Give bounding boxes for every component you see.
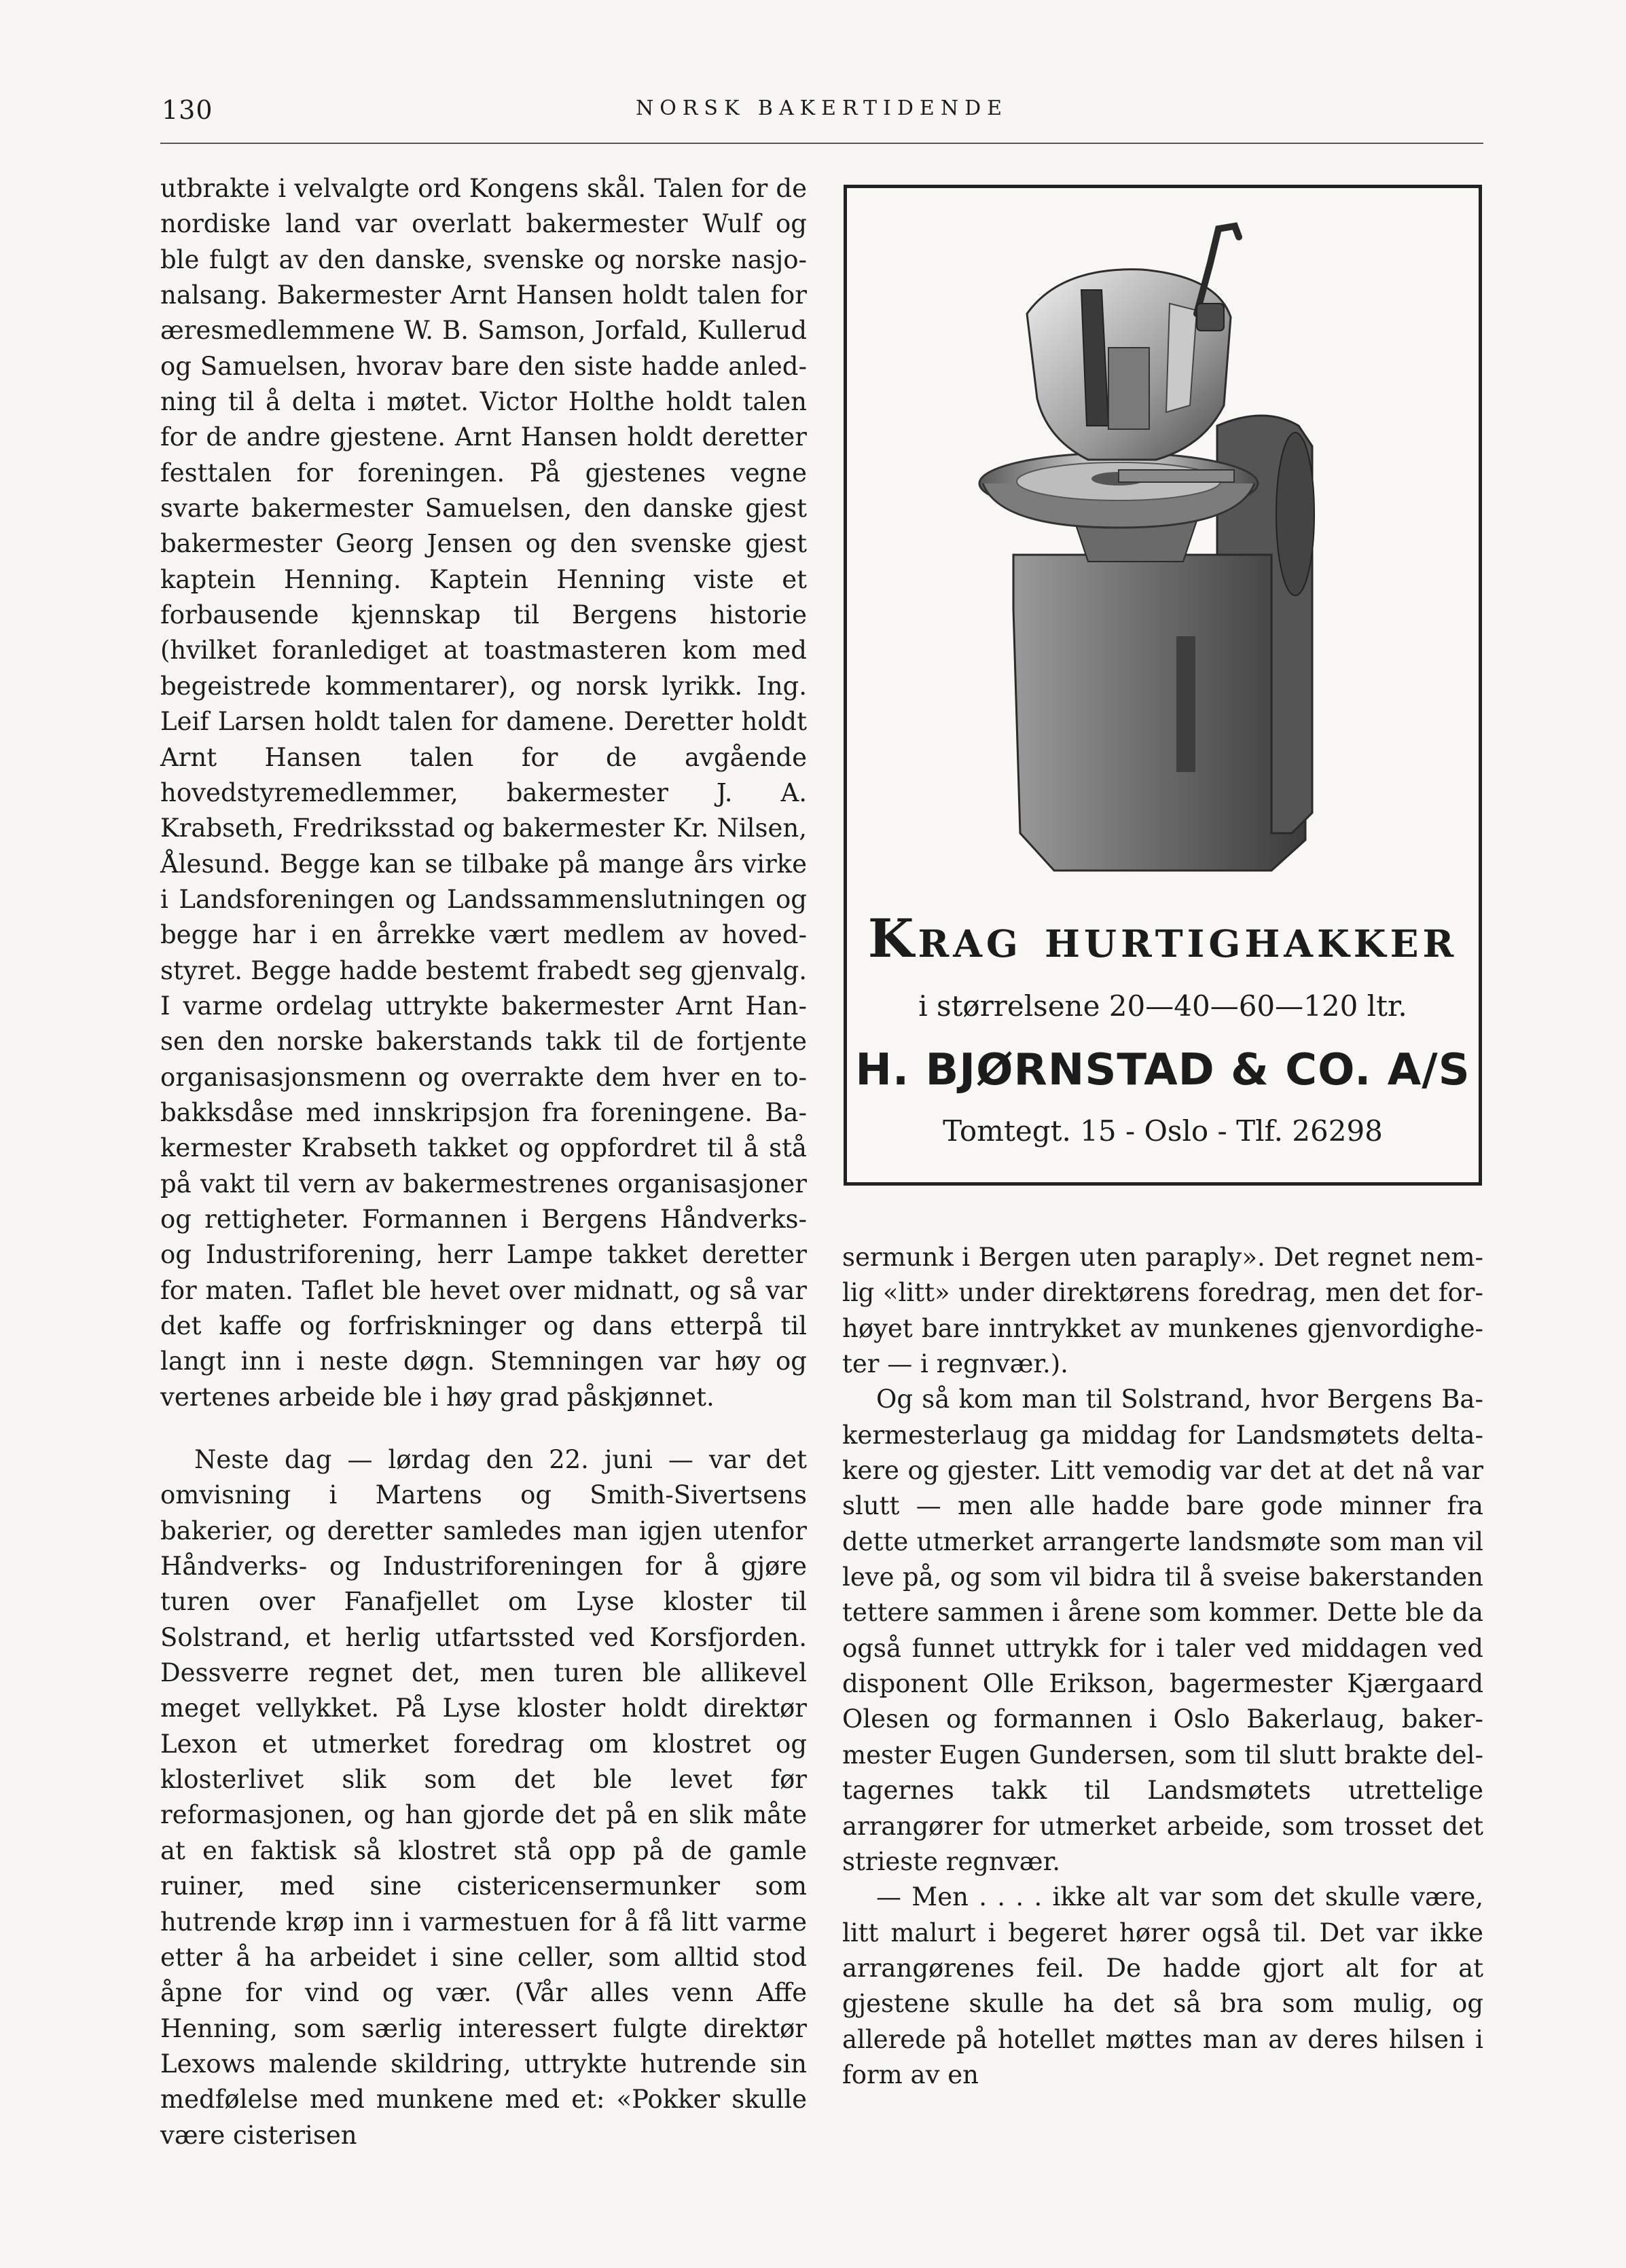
body-paragraph: sermunk i Bergen uten paraply». Det regnet nemlig «litt» under direktørens foredrag, men det forhøyet bare inntrykket av munkenes gjenvordigheter — i regnvær.). [842,1243,1483,1379]
page-number: 130 [162,95,213,125]
company-name: H. BJØRNSTAD & CO. A/S [855,1045,1470,1095]
running-header [160,95,1483,144]
body-paragraph: utbrakte i velvalgte ord Kongens skål. Talen for de nordiske land var overlatt bakermester Wulf og ble fulgt av den danske, svenske og norske nasjonalsang. Bakermester Arnt Hansen holdt talen for æresmedlemmene W. B. Samson, Jorfald, Kullerud og Samuelsen, hvorav bare den siste hadde anledning til å delta i møtet. Victor Holthe holdt talen for de andre gjestene. Arnt Hansen holdt deretter festtalen for foreningen. På gjestenes vegne svarte bakermester Samuelsen, den danske gjest bakermester Georg Jensen og den svenske gjest kaptein Henning. Kaptein Henning viste et forbausende kjennskap til Bergens historie (hvilket foranlediget at toastmasteren kom med begeistrede kommentarer), og norsk lyrikk. Ing. Leif Larsen holdt talen for damene. Deretter holdt Arnt Hansen talen for de avgående hovedstyremedlemmer, bakermester J. A. Krabseth, Fredriksstad og bakermester Kr. Nilsen, Ålesund. Begge kan se tilbake på mange års virke i Landsforeningen og Landssammenslutningen og begge har i en årrekke vært medlem av hovedstyret. Begge hadde bestemt frabedt seg gjenvalg. I varme ordelag uttrykte bakermester Arnt Hansen den norske bakerstands takk til de fortjente organisasjonsmenn og overrakte dem hver en tobakksdåse med innskripsjon fra foreningene. Bakermester Krabseth takket og oppfordret til å stå på vakt til vern av bakermestrenes organisasjoner og rettigheter. Formannen i Bergens Håndverks- og Industriforening, herr Lampe takket deretter for maten. Taflet ble hevet over midnatt, og så var det kaffe og forfriskninger og dans etterpå til langt inn i neste døgn. Stemningen var høy og vertenes arbeide ble i høy grad påskjønnet. [160,174,807,1412]
advertisement [844,185,1482,1186]
product-sizes: i størrelsene 20—40—60—120 ltr. [918,989,1407,1023]
bowl-chopper-illustration [973,202,1373,888]
product-title: Krag hurtighakker [867,908,1458,970]
left-column [160,171,807,2153]
body-paragraph: — Men . . . . ikke alt var som det skulle være, litt malurt i begeret hører også til. Det var ikke arrangørenes feil. De hadde gjort alt for at gjestene skulle ha det så bra som mulig, og allerede på hotellet møttes man av deres hilsen i form av en [842,1882,1483,2089]
running-title: NORSK BAKERTIDENDE [635,96,1009,120]
body-paragraph: Og så kom man til Solstrand, hvor Bergens Bakermesterlaug ga middag for Landsmøtets deltakere og gjester. Litt vemodig var det at det nå var slutt — men alle hadde bare gode minner fra dette utmerket arrangerte landsmøte som man vil leve på, og som vil bidra til å sveise bakerstanden tettere sammen i årene som kommer. Dette ble da også funnet uttrykk for i taler ved middagen ved disponent Olle Erikson, bagermester Kjærgaard Olesen og formannen i Oslo Bakerlaug, bakermester Eugen Gundersen, som til slutt brakte deltagernes takk til Landsmøtets utrettelige arrangører for utmerket arbeide, som trosset det strieste regnvær. [842,1385,1483,1876]
company-address: Tomtegt. 15 - Oslo - Tlf. 26298 [943,1114,1383,1148]
right-column [842,1240,1483,2093]
body-paragraph: Neste dag — lørdag den 22. juni — var det omvisning i Martens og Smith-Sivertsens bakerier, og deretter samledes man igjen utenfor Håndverks- og Industriforeningen for å gjøre turen over Fanafjellet om Lyse kloster til Solstrand, et herlig utfartssted ved Korsfjorden. Dessverre regnet det, men turen ble allikevel meget vellykket. På Lyse kloster holdt direktør Lexon et utmerket foredrag om klostret og klosterlivet slik som det ble levet før reformasjonen, og han gjorde det på en slik måte at en faktisk så klostret stå opp på de gamle ruiner, med sine cistericensermunker som hutrende krøp inn i varmestuen for å få litt varme etter å ha arbeidet i sine celler, som alltid stod åpne for vind og vær. (Vår alles venn Affe Henning, som særlig interessert fulgte direktør Lexows malende skildring, uttrykte hutrende sin medfølelse med munkene med et: «Pokker skulle være cisterisen [160,1445,807,2150]
